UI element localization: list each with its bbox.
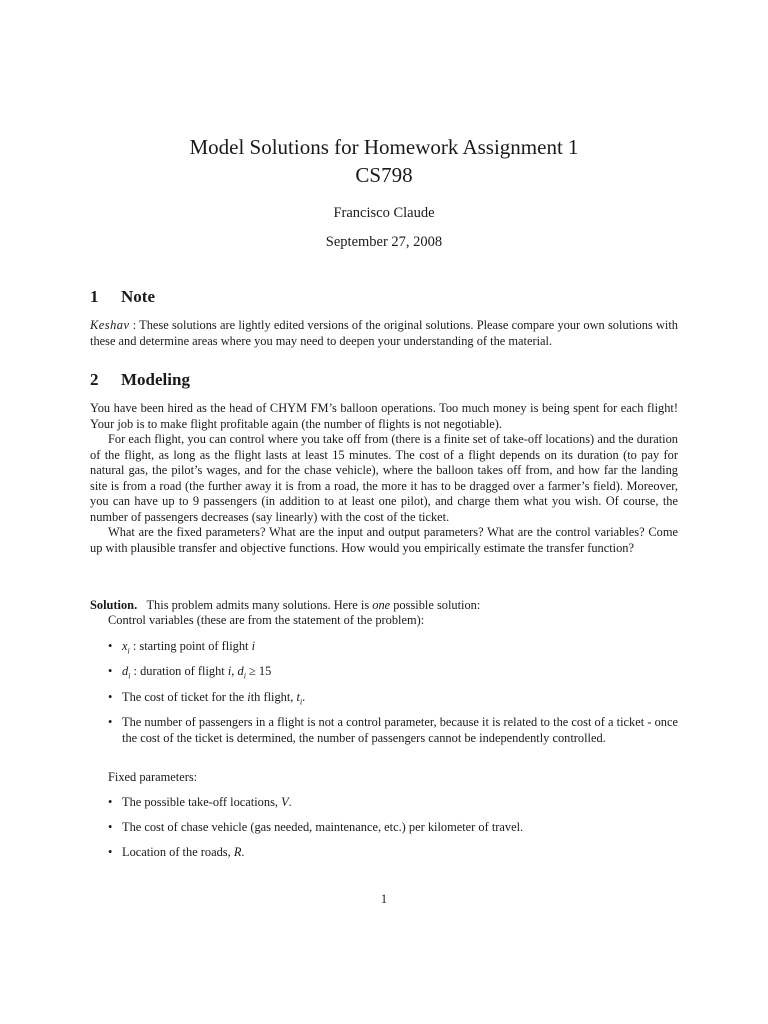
page-number: 1 <box>380 892 388 906</box>
document-title: Model Solutions for Homework Assignment 1 <box>189 135 579 159</box>
list-item: • The number of passengers in a flight is not a control parameter, because it is related to the cost of a ticket - once the cost of the ticket is determined, the number of passengers cannot be independently controlled. <box>108 715 678 745</box>
list-item: • The possible take-off locations, V. <box>108 795 292 809</box>
document-date: September 27, 2008 <box>325 234 443 250</box>
bullet-icon: • <box>108 690 113 704</box>
modeling-problem-text <box>90 401 678 556</box>
list-item: • $x_i$ : starting point of flight i <box>108 639 256 656</box>
bullet-icon: • <box>108 639 113 653</box>
modeling-paragraph-3: What are the fixed parameters? What are the input and output parameters? What are the control variables? Come up with plausible transfer and objective functions. How would you empirically estimate the transfer function? <box>90 525 678 555</box>
bullet-icon: • <box>108 795 113 809</box>
modeling-paragraph-1: You have been hired as the head of CHYM FM’s balloon operations. Too much money is being spent for each flight! Your job is to make flight profitable again (the number of flights is not negotiable). <box>90 401 678 431</box>
list-item: • Location of the roads, R. <box>108 845 245 859</box>
list-item: • The cost of chase vehicle (gas needed, maintenance, etc.) per kilometer of travel. <box>108 820 524 834</box>
modeling-paragraph-2: For each flight, you can control where you take off from (there is a finite set of take-off locations) and the duration of the flight, as long as the flight lasts at least 15 minutes. The cost of a flight depends on its duration (to pay for natural gas, the pilot’s wages, and for the chase vehicle), where the balloon takes off from, and how far the landing site is from a road (the further away it is from a road, the more it has to be dragged over a farmer’s field). Moreover, you can have up to 9 passengers (in addition to at least one pilot), and charge them what you wish. Of course, the number of passengers decreases (say linearly) with the cost of the ticket. <box>90 432 678 524</box>
section-title: Note <box>121 287 155 306</box>
note-author-tag: Keshav <box>90 318 130 332</box>
section-number: 1 <box>90 287 99 306</box>
note-text: : These solutions are lightly edited versions of the original solutions. Please compare your own solutions with these and determine areas where you may need to deepen your understanding of the material. <box>90 318 678 348</box>
fixed-parameters-label: Fixed parameters: <box>108 770 198 784</box>
list-item: • $d_i$ : duration of flight i, $d_i \ge 15$ <box>108 664 272 681</box>
control-variables-label: Control variables (these are from the statement of the problem): <box>108 613 425 627</box>
list-item: • The cost of ticket for the ith flight, $t_i$. <box>108 690 306 707</box>
course-code: CS798 <box>355 163 413 187</box>
bullet-icon: • <box>108 845 113 859</box>
note-paragraph <box>90 318 678 349</box>
section-heading-note <box>90 287 155 307</box>
solution-label: Solution. <box>90 598 138 612</box>
bullet-icon: • <box>108 715 113 729</box>
section-title: Modeling <box>121 370 190 389</box>
bullet-icon: • <box>108 664 113 678</box>
section-number: 2 <box>90 370 99 389</box>
bullet-icon: • <box>108 820 113 834</box>
solution-intro: Solution. This problem admits many solutions. Here is one possible solution: <box>90 598 481 612</box>
section-heading-modeling <box>90 370 190 390</box>
author-name: Francisco Claude <box>333 205 435 221</box>
